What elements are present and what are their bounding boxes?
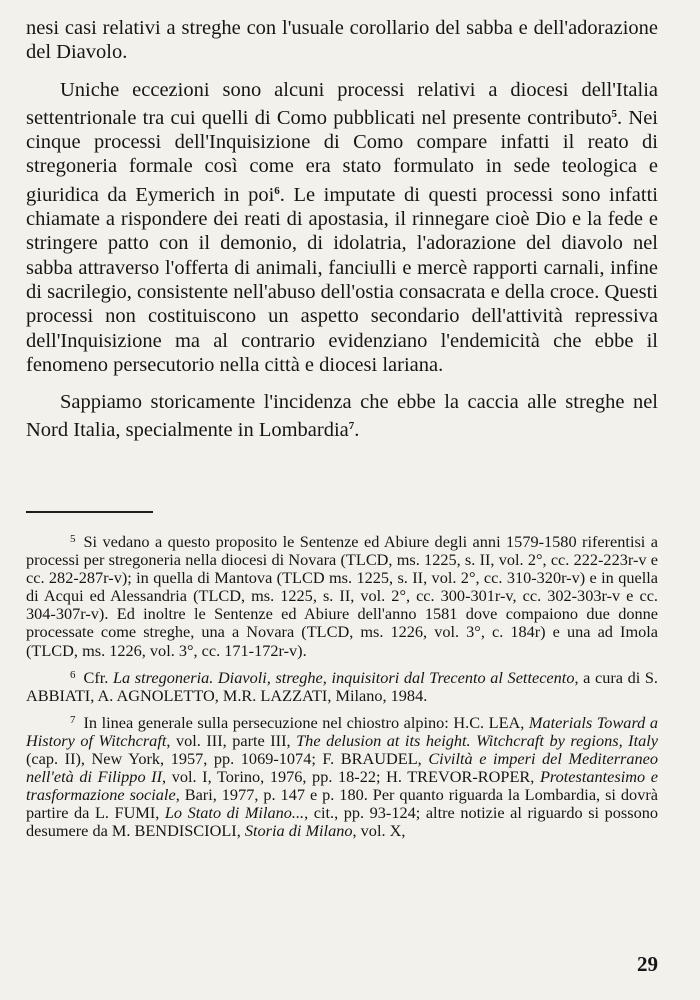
footnote-7-text-k: , cit., pp. 93-124; altre notizie al riguardo si possono desumere da M. BENDISCIOLI, xyxy=(26,803,658,841)
paragraph-1 xyxy=(26,16,658,65)
footnote-7 xyxy=(26,711,658,841)
footnote-7-text-i: , Bari, 1977, p. 147 e p. 180. Per quanto riguarda la Lombardia, si dovrà partire da L. FUMI, xyxy=(26,785,658,823)
footnote-ref-6[interactable]: 6 xyxy=(274,184,280,197)
footnote-7-text-e: (cap. II), New York, 1957, pp. 1069-1074; F. BRAUDEL, xyxy=(26,749,429,769)
footnote-7-title-3: Civiltà e imperi del Mediterraneo nell'età di Filippo II xyxy=(26,749,659,787)
footnotes xyxy=(26,530,658,847)
paragraph-3-part-2: . xyxy=(354,419,360,442)
footnote-7-title-4: Protestantesimo e trasformazione sociale xyxy=(26,767,658,805)
footnote-7-text-m: , vol. X, xyxy=(352,821,406,841)
footnote-6-title: La stregoneria. Diavoli, streghe, inquisitori dal Trecento al Settecento xyxy=(112,667,575,687)
footnote-number: 7 xyxy=(70,713,76,726)
paragraph-1-text: nesi casi relativi a streghe con l'usuale corollario del sabba e dell'adorazione del Diavolo. xyxy=(26,17,658,64)
footnote-ref-7[interactable]: 7 xyxy=(348,420,355,433)
paragraph-2-part-3: . Le imputate di questi processi sono infatti chiamate a rispondere dei reati di apostasia, il rinnegare cioè Dio e la fede e stringere patto con il demonio, di idolatria, l'adorazione del diavolo nel sabba attraverso l'offerta di animali, fanciulli e mercè rapporti carnali, infine di sacrilegio, consistente nell'abuso dell'ostia consacrata e della croce. Questi processi non costituiscono un aspetto secondario dell'attività repressiva dell'Inquisizione ma al contrario evidenziano l'endemicità che ebbe il fenomeno persecutorio nella città e diocesi lariana. xyxy=(26,183,658,376)
footnote-5 xyxy=(26,530,658,660)
footnote-6 xyxy=(26,666,658,705)
paragraph-2 xyxy=(26,78,658,378)
footnote-number: 5 xyxy=(70,533,76,545)
footnote-7-title-1: Materials Toward a History of Witchcraft xyxy=(26,712,658,750)
paragraph-3 xyxy=(26,390,658,443)
paragraph-3-part-1: Sappiamo storicamente l'incidenza che ebbe la caccia alle streghe nel Nord Italia, specialmente in Lombardia xyxy=(26,391,658,442)
footnote-7-text-c: , vol. III, parte III, xyxy=(166,730,297,750)
footnote-7-text-g: , vol. I, Torino, 1976, pp. 18-22; H. TREVOR-ROPER, xyxy=(162,767,540,787)
footnote-7-text-a: In linea generale sulla persecuzione nel chiostro alpino: H.C. LEA, xyxy=(83,712,529,732)
main-text xyxy=(26,16,658,443)
footnote-6-text-c: , a cura di S. ABBIATI, A. AGNOLETTO, M.R. LAZZATI, Milano, 1984. xyxy=(26,667,658,705)
page-number: 29 xyxy=(637,952,658,976)
footnote-7-title-2: The delusion at its height. Witchcraft by regions, Italy xyxy=(296,730,659,750)
footnote-5-text: Si vedano a questo proposito le Sentenze ed Abiure degli anni 1579-1580 riferentisi a processi per stregoneria nella diocesi di Novara (TLCD, ms. 1225, s. II, vol. 2°, cc. 222-223r-v e cc. 282-287r-v); in quella di Mantova (TLCD ms. 1225, s. II, vol. 2°, cc. 310-320r-v) e in quella di Acqui ed Alessandria (TLCD, ms. 1225, s. II, vol. 2°, cc. 300-301r-v, cc. 302-303r-v e cc. 304-307r-v). Ed inoltre le Sentenze ed Abiure dell'anno 1581 dove compaiono due donne processate come streghe, una a Novara (TLCD, ms. 1226, vol. 3°, c. 184r) e una ad Imola (TLCD, ms. 1226, vol. 3°, cc. 171-172r-v). xyxy=(26,532,658,660)
footnote-6-text-a: Cfr. xyxy=(83,667,113,687)
paragraph-2-part-1: Uniche eccezioni sono alcuni processi relativi a diocesi dell'Italia settentrionale tra cui quelli di Como pubblicati nel presente contributo xyxy=(26,78,658,129)
footnote-number: 6 xyxy=(70,668,76,681)
paragraph-2-part-2: . Nei cinque processi dell'Inquisizione di Como compare infatti il reato di stregoneria formale così come era stato formulato in sede teologica e giuridica da Eymerich in poi xyxy=(26,106,658,206)
footnote-ref-5[interactable]: 5 xyxy=(611,107,618,120)
footnote-7-title-5: Lo Stato di Milano... xyxy=(164,803,305,823)
footnote-7-title-6: Storia di Milano xyxy=(244,821,353,841)
footnote-divider xyxy=(26,511,153,513)
